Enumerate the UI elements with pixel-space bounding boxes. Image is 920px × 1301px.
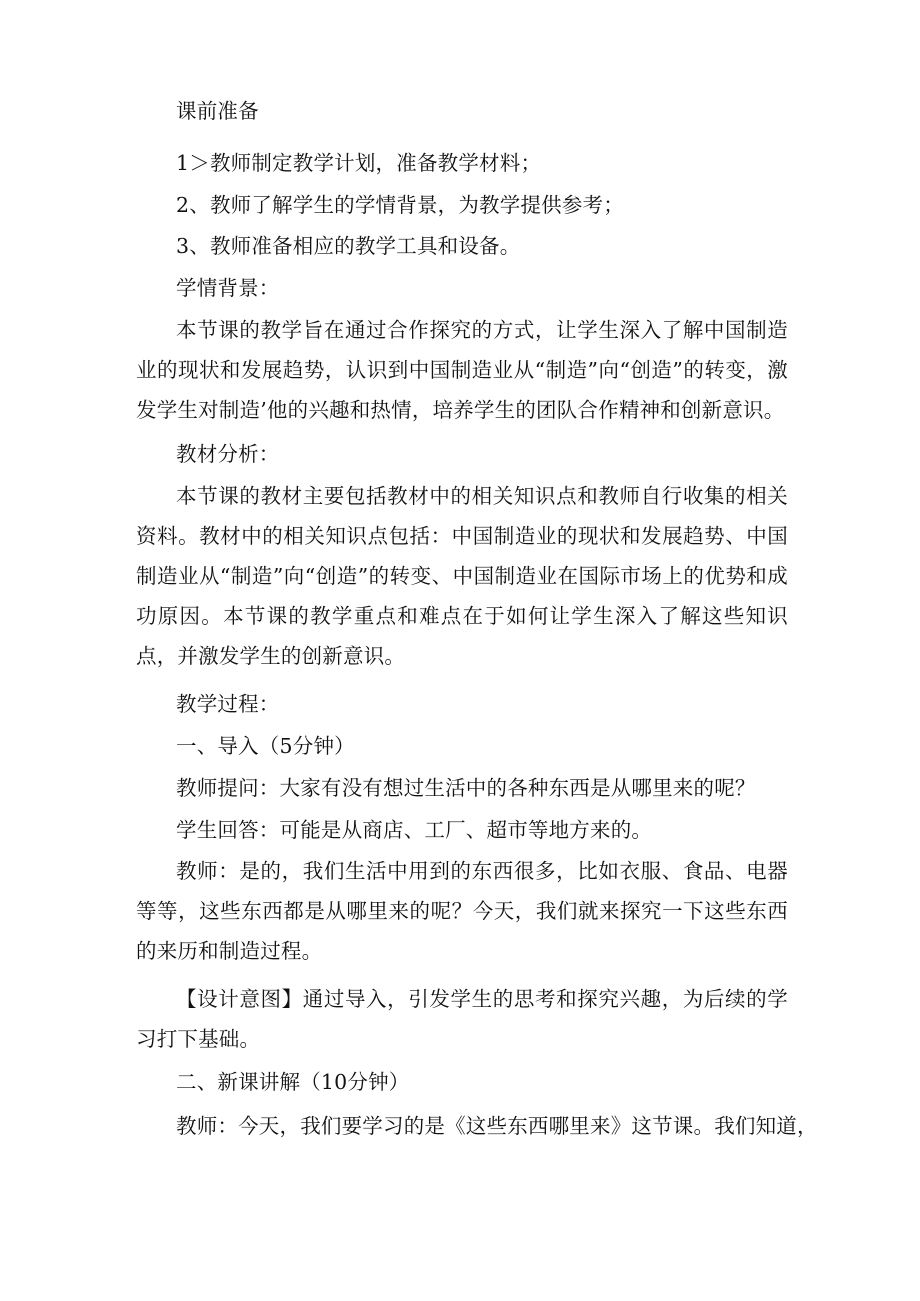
section-new-lesson-heading: 二、新课讲解（10分钟） bbox=[176, 1070, 410, 1094]
teacher-new-lesson-intro: 教师：今天，我们要学习的是《这些东西哪里来》这节课。我们知道， bbox=[176, 1114, 818, 1138]
teacher-question: 教师提问：大家有没有想过生活中的各种东西是从哪里来的呢？ bbox=[176, 776, 756, 800]
paragraph-student-background: 本节课的教学旨在通过合作探究的方式，让学生深入了解中国制造业的现状和发展趋势，认识到中国制造业从“制造”向“创造”的转变，激发学生对制造’他的兴趣和热情，培养学生的团队合作精神和创新意识。 bbox=[136, 318, 788, 422]
heading-material-analysis: 教材分析： bbox=[176, 442, 280, 466]
heading-student-background: 学情背景： bbox=[176, 276, 280, 300]
paragraph-material-analysis: 本节课的教材主要包括教材中的相关知识点和教师自行收集的相关资料。教材中的相关知识点包括：中国制造业的现状和发展趋势、中国制造业从“制造”向“创造”的转变、中国制造业在国际市场上的优势和成功原因。本节课的教学重点和难点在于如何让学生深入了解这些知识点，并激发学生的创新意识。 bbox=[136, 484, 788, 668]
prep-item-3: 3、教师准备相应的教学工具和设备。 bbox=[176, 234, 521, 258]
heading-lesson-preparation: 课前准备 bbox=[176, 99, 259, 123]
section-introduction-heading: 一、导入（5分钟） bbox=[176, 734, 355, 758]
heading-teaching-process: 教学过程： bbox=[176, 692, 280, 716]
design-intent: 【设计意图】通过导入，引发学生的思考和探究兴趣，为后续的学习打下基础。 bbox=[136, 987, 788, 1051]
prep-item-1: 1＞教师制定教学计划，准备教学材料； bbox=[176, 151, 542, 175]
student-answer: 学生回答：可能是从商店、工厂、超市等地方来的。 bbox=[176, 818, 653, 842]
prep-item-2: 2、教师了解学生的学情背景，为教学提供参考； bbox=[176, 193, 624, 217]
teacher-response: 教师：是的，我们生活中用到的东西很多，比如衣服、食品、电器等等，这些东西都是从哪里来的呢？今天，我们就来探究一下这些东西的来历和制造过程。 bbox=[136, 859, 788, 963]
